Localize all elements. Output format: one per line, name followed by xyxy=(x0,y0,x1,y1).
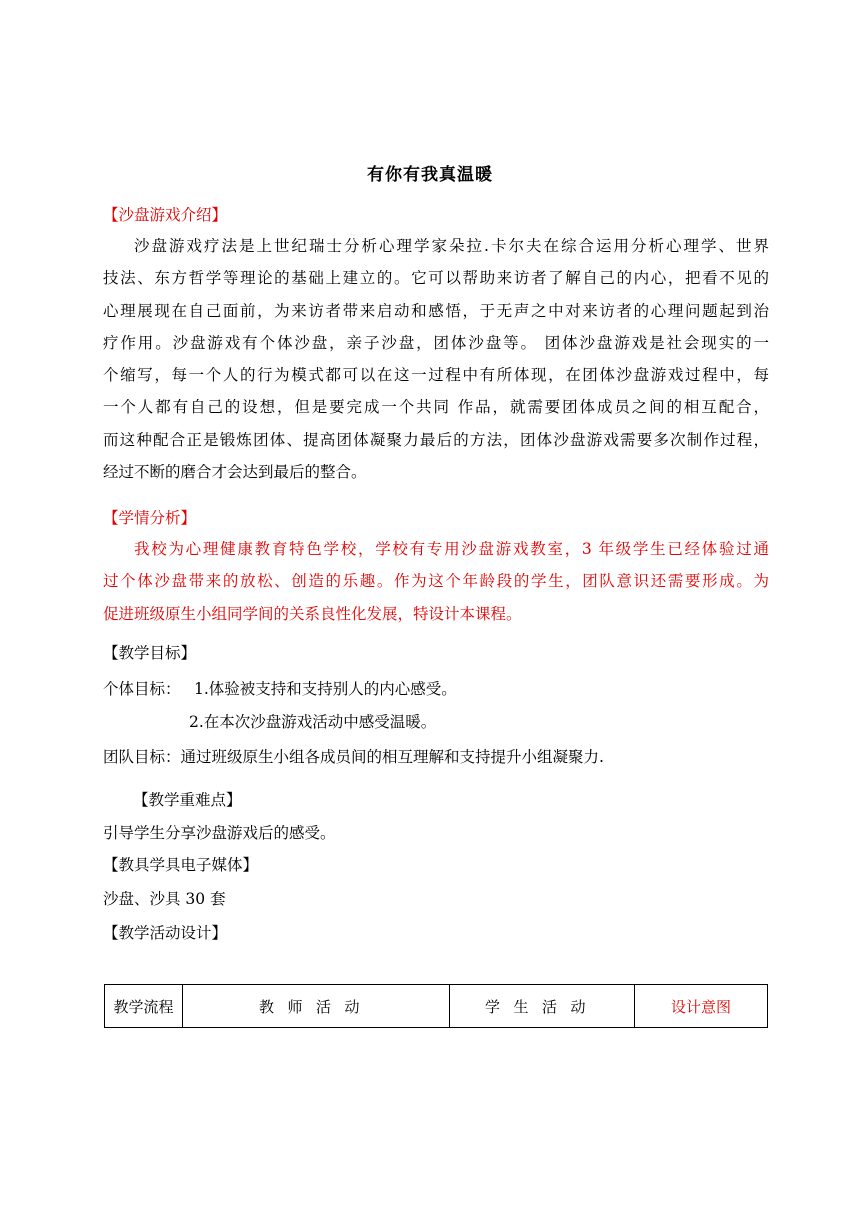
header-cell-student xyxy=(450,985,635,1028)
activity-design-table xyxy=(104,984,768,1028)
paragraph-line: 而这种配合正是锻炼团体、提高团体凝聚力最后的方法，团体沙盘游戏需要多次制作过程， xyxy=(103,430,769,449)
paragraph-line: 经过不断的磨合才会达到最后的整合。 xyxy=(103,463,367,482)
sandplay-heading: 【沙盘游戏介绍】 xyxy=(103,206,228,224)
goal-individual-item: 1.体验被支持和支持别人的内心感受。 xyxy=(194,680,457,698)
paragraph-line: 个缩写，每一个人的行为模式都可以在这一过程中有所体现，在团体沙盘游戏过程中，每 xyxy=(103,366,769,385)
header-cell-teacher xyxy=(183,985,450,1028)
header-cell-process: 教学流程 xyxy=(105,985,183,1028)
analysis-paragraph xyxy=(103,533,769,630)
analysis-heading: 【学情分析】 xyxy=(103,509,197,527)
paragraph-line: 心理展现在自己面前，为来访者带来启动和感悟，于无声之中对来访者的心理问题起到治 xyxy=(103,301,769,320)
goal-individual-item: 2.在本次沙盘游戏活动中感受温暖。 xyxy=(189,713,437,731)
header-cell-intent: 设计意图 xyxy=(635,985,768,1028)
goal-team: 团队目标：通过班级原生小组各成员间的相互理解和支持提升小组凝聚力. xyxy=(103,748,604,766)
paragraph-line: 沙盘游戏疗法是上世纪瑞士分析心理学家朵拉.卡尔夫在综合运用分析心理学、世界 xyxy=(134,237,769,255)
header-label: 教师活动 xyxy=(258,997,373,1016)
goal-individual-label: 个体目标： xyxy=(103,680,181,698)
document-title: 有你有我真温暖 xyxy=(367,165,493,185)
goals-heading: 【教学目标】 xyxy=(103,644,197,662)
media-heading: 【教具学具电子媒体】 xyxy=(103,856,259,874)
paragraph-line: 促进班级原生小组同学间的关系良性化发展，特设计本课程。 xyxy=(103,604,522,623)
paragraph-line: 技法、东方哲学等理论的基础上建立的。它可以帮助来访者了解自己的内心，把看不见的 xyxy=(103,269,769,288)
paragraph-line: 我校为心理健康教育特色学校，学校有专用沙盘游戏教室，3 年级学生已经体验过通 xyxy=(134,540,769,558)
table-header-row xyxy=(105,985,768,1028)
keypoint-text: 引导学生分享沙盘游戏后的感受。 xyxy=(103,824,336,842)
paragraph-line: 疗作用。沙盘游戏有个体沙盘，亲子沙盘，团体沙盘等。 团体沙盘游戏是社会现实的一 xyxy=(103,333,769,352)
activity-heading: 【教学活动设计】 xyxy=(103,924,228,942)
header-label: 学生活动 xyxy=(484,997,599,1016)
paragraph-line: 一个人都有自己的设想，但是要完成一个共同 作品，就需要团体成员之间的相互配合， xyxy=(103,398,769,417)
paragraph-line: 过个体沙盘带来的放松、创造的乐趣。作为这个年龄段的学生，团队意识还需要形成。为 xyxy=(103,572,769,591)
keypoint-heading: 【教学重难点】 xyxy=(133,791,242,809)
media-text: 沙盘、沙具 30 套 xyxy=(103,890,226,908)
sandplay-paragraph xyxy=(103,230,769,488)
